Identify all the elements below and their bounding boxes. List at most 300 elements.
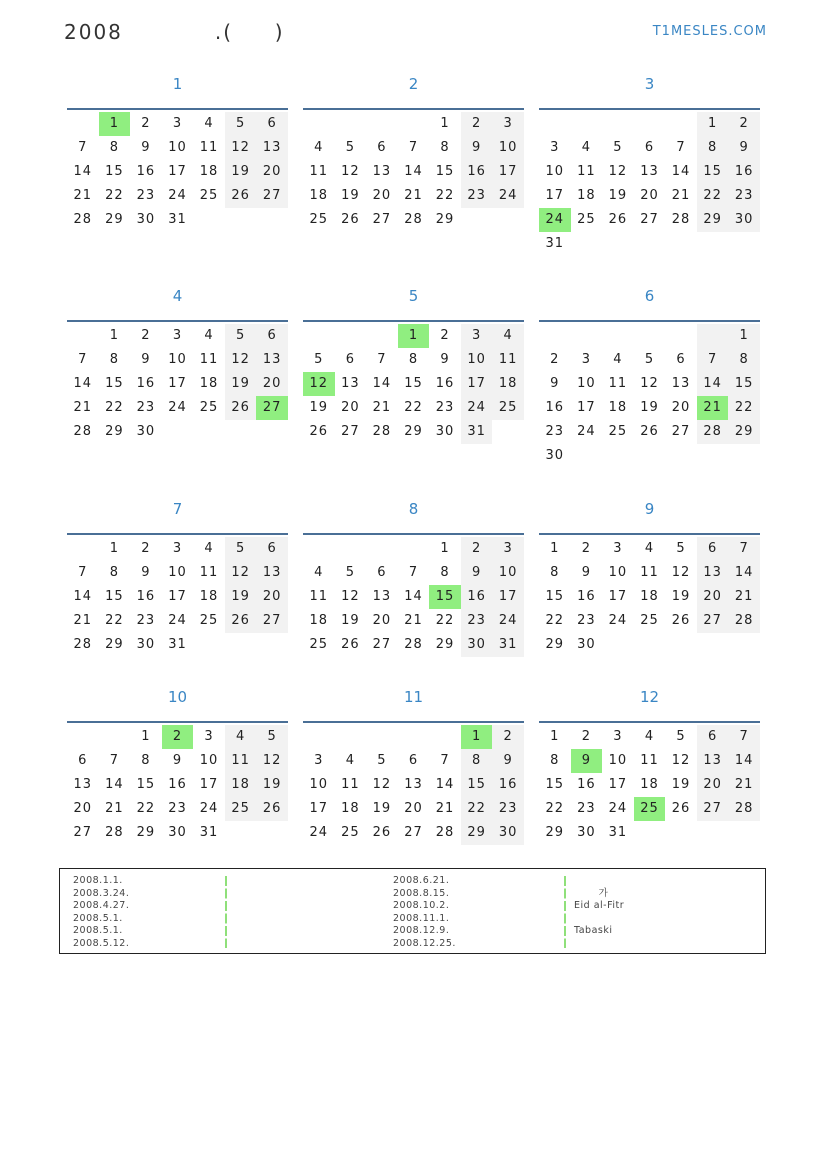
month-title: 8 — [408, 500, 419, 518]
day-cell: 21 — [73, 400, 93, 415]
day-cell: 7 — [78, 565, 88, 580]
day-cell: 28 — [105, 825, 124, 840]
day-cell: 21 — [435, 801, 455, 816]
day-cell: 19 — [309, 400, 329, 415]
empty-day-cell — [571, 324, 603, 348]
day-cell: 17 — [608, 589, 628, 604]
empty-day-cell — [303, 112, 335, 136]
month-title: 4 — [172, 287, 183, 305]
day-cell: 4 — [581, 140, 591, 155]
empty-day-cell — [634, 444, 666, 468]
day-cell: 27 — [341, 424, 360, 439]
day-cell: 11 — [492, 348, 524, 372]
day-cell: 18 — [225, 773, 257, 797]
day-cell: 3 — [172, 328, 183, 343]
day-cell: 26 — [372, 825, 392, 840]
day-cell: 20 — [404, 801, 423, 816]
holiday-list — [59, 868, 766, 954]
day-cell: 1 — [109, 541, 119, 556]
empty-day-cell — [539, 112, 571, 136]
empty-day-cell — [602, 633, 634, 657]
day-cell: 28 — [404, 212, 423, 227]
day-cell: 6 — [408, 753, 419, 768]
holiday-date: 2008.5.12. — [73, 937, 130, 949]
month-grid — [303, 725, 524, 845]
holiday-date: 2008.3.24. — [73, 887, 130, 899]
month-11 — [303, 685, 524, 845]
empty-day-cell — [366, 112, 398, 136]
day-cell: 6 — [697, 537, 729, 561]
day-cell: 11 — [640, 565, 659, 580]
day-cell: 26 — [608, 212, 628, 227]
day-cell: 26 — [225, 609, 257, 633]
day-cell: 2 — [492, 725, 524, 749]
day-cell: 10 — [168, 352, 187, 367]
day-cell: 6 — [377, 140, 387, 155]
day-cell: 18 — [608, 400, 628, 415]
day-cell: 16 — [435, 376, 455, 391]
month-2 — [303, 72, 524, 232]
day-cell: 6 — [644, 140, 655, 155]
empty-day-cell — [634, 633, 666, 657]
holiday-date: 2008.12.9. — [393, 925, 450, 936]
day-cell: 9 — [461, 561, 493, 585]
day-cell: 30 — [461, 633, 493, 657]
day-cell: 10 — [608, 565, 628, 580]
day-cell: 2 — [141, 328, 151, 343]
day-cell: 22 — [545, 613, 565, 628]
empty-day-cell — [303, 324, 335, 348]
month-divider — [539, 721, 760, 723]
month-5 — [303, 284, 524, 444]
month-title: 1 — [172, 75, 183, 93]
day-cell: 17 — [199, 777, 219, 792]
day-cell: 19 — [256, 773, 288, 797]
empty-day-cell — [697, 821, 729, 845]
day-cell: 12 — [225, 348, 257, 372]
day-cell: 11 — [309, 589, 329, 604]
month-8 — [303, 497, 524, 657]
day-cell: 14 — [73, 164, 93, 179]
empty-day-cell — [162, 420, 194, 444]
day-cell: 7 — [109, 753, 119, 768]
day-cell: 23 — [435, 400, 455, 415]
month-grid — [539, 112, 760, 256]
day-cell: 15 — [105, 376, 124, 391]
day-cell: 9 — [141, 140, 151, 155]
day-cell: 14 — [73, 376, 93, 391]
month-12 — [539, 685, 760, 845]
day-cell: 21 — [728, 585, 760, 609]
day-cell: 18 — [309, 613, 329, 628]
month-divider — [67, 320, 288, 322]
day-cell: 7 — [728, 725, 760, 749]
day-cell: 5 — [225, 324, 257, 348]
day-cell: 21 — [73, 613, 93, 628]
day-cell: 8 — [728, 348, 760, 372]
day-cell: 21 — [671, 188, 691, 203]
empty-day-cell — [665, 633, 697, 657]
day-cell: 3 — [492, 537, 524, 561]
month-grid — [303, 537, 524, 657]
holiday-date: 2008.5.1. — [73, 912, 123, 924]
day-cell: 13 — [404, 777, 423, 792]
day-cell: 1 — [109, 328, 119, 343]
empty-day-cell — [256, 821, 288, 845]
day-cell: 17 — [309, 801, 329, 816]
day-cell: 12 — [372, 777, 392, 792]
day-cell: 14 — [671, 164, 691, 179]
day-cell: 10 — [168, 565, 187, 580]
day-cell: 6 — [377, 565, 387, 580]
day-cell: 4 — [613, 352, 623, 367]
day-cell: 12 — [671, 565, 691, 580]
day-cell: 10 — [492, 136, 524, 160]
day-cell: 6 — [78, 753, 88, 768]
day-cell: 7 — [697, 348, 729, 372]
day-cell: 16 — [492, 773, 524, 797]
day-cell: 21 — [105, 801, 124, 816]
empty-day-cell — [665, 112, 697, 136]
day-cell: 1 — [550, 729, 560, 744]
day-cell: 27 — [697, 797, 729, 821]
month-3 — [539, 72, 760, 256]
day-cell: 26 — [671, 801, 691, 816]
day-cell: 24 — [168, 400, 187, 415]
day-cell: 22 — [435, 613, 455, 628]
month-divider — [539, 108, 760, 110]
day-cell: 29 — [435, 212, 455, 227]
day-cell: 29 — [545, 637, 565, 652]
empty-day-cell — [602, 324, 634, 348]
day-cell: 4 — [314, 140, 324, 155]
empty-day-cell — [665, 444, 697, 468]
day-cell: 20 — [256, 372, 288, 396]
holiday-marker-bar — [564, 876, 566, 948]
day-cell: 5 — [256, 725, 288, 749]
day-cell: 19 — [671, 589, 691, 604]
day-cell: 5 — [644, 352, 655, 367]
day-cell: 29 — [105, 424, 124, 439]
day-cell: 8 — [461, 749, 493, 773]
day-cell: 5 — [377, 753, 387, 768]
day-cell: 23 — [545, 424, 565, 439]
holiday-date: 2008.5.1. — [73, 925, 123, 936]
month-grid — [303, 112, 524, 232]
day-cell: 30 — [577, 637, 596, 652]
empty-day-cell — [634, 112, 666, 136]
empty-day-cell — [398, 725, 430, 749]
empty-day-cell — [366, 324, 398, 348]
day-cell: 28 — [728, 797, 760, 821]
day-cell: 10 — [199, 753, 219, 768]
day-cell: 2 — [461, 112, 493, 136]
day-cell: 7 — [78, 140, 88, 155]
month-divider — [303, 721, 524, 723]
day-cell: 30 — [168, 825, 187, 840]
day-cell: 24 — [492, 184, 524, 208]
day-cell: 16 — [461, 585, 493, 609]
day-cell: 4 — [225, 725, 257, 749]
month-6 — [539, 284, 760, 468]
day-cell: 13 — [640, 164, 659, 179]
day-cell: 6 — [676, 352, 686, 367]
day-cell: 8 — [697, 136, 729, 160]
day-cell: 2 — [728, 112, 760, 136]
day-cell: 23 — [168, 801, 187, 816]
empty-day-cell — [99, 725, 131, 749]
day-cell: 1 — [461, 725, 493, 749]
day-cell: 25 — [309, 212, 329, 227]
day-cell: 14 — [105, 777, 124, 792]
day-cell: 5 — [676, 729, 686, 744]
day-cell: 8 — [408, 352, 419, 367]
day-cell: 11 — [341, 777, 360, 792]
day-cell: 15 — [545, 777, 565, 792]
day-cell: 22 — [545, 801, 565, 816]
day-cell: 12 — [256, 749, 288, 773]
day-cell: 17 — [492, 585, 524, 609]
day-cell: 25 — [640, 613, 659, 628]
empty-day-cell — [492, 420, 524, 444]
day-cell: 3 — [613, 729, 623, 744]
empty-day-cell — [67, 112, 99, 136]
holiday-name — [574, 875, 624, 888]
day-cell: 24 — [608, 801, 628, 816]
day-cell: 23 — [492, 797, 524, 821]
day-cell: 23 — [461, 609, 493, 633]
empty-day-cell — [225, 420, 257, 444]
day-cell: 13 — [697, 749, 729, 773]
day-cell: 18 — [199, 164, 219, 179]
day-cell: 30 — [492, 821, 524, 845]
day-cell: 21 — [728, 773, 760, 797]
day-cell: 4 — [204, 328, 214, 343]
day-cell: 19 — [640, 400, 659, 415]
day-cell: 23 — [136, 400, 156, 415]
day-cell: 1 — [398, 324, 430, 348]
day-cell: 19 — [341, 188, 360, 203]
day-cell: 2 — [141, 116, 151, 131]
day-cell: 23 — [136, 613, 156, 628]
day-cell: 2 — [141, 541, 151, 556]
empty-day-cell — [728, 232, 760, 256]
holiday-name — [574, 913, 624, 926]
month-divider — [303, 108, 524, 110]
day-cell: 22 — [105, 188, 124, 203]
empty-day-cell — [429, 725, 461, 749]
day-cell: 7 — [728, 537, 760, 561]
day-cell: 7 — [377, 352, 387, 367]
day-cell: 26 — [309, 424, 329, 439]
day-cell: 17 — [168, 164, 187, 179]
day-cell: 8 — [109, 565, 119, 580]
month-title: 5 — [408, 287, 419, 305]
day-cell: 23 — [728, 184, 760, 208]
day-cell: 13 — [256, 348, 288, 372]
empty-day-cell — [225, 821, 257, 845]
empty-day-cell — [571, 112, 603, 136]
empty-day-cell — [335, 725, 367, 749]
day-cell: 28 — [73, 212, 93, 227]
day-cell: 6 — [345, 352, 355, 367]
day-cell: 9 — [581, 565, 591, 580]
day-cell: 31 — [199, 825, 219, 840]
day-cell: 18 — [577, 188, 596, 203]
empty-day-cell — [225, 208, 257, 232]
day-cell: 28 — [435, 825, 455, 840]
holiday-dates-left — [73, 875, 129, 950]
day-cell: 10 — [492, 561, 524, 585]
day-cell: 15 — [429, 585, 461, 609]
empty-day-cell — [665, 821, 697, 845]
day-cell: 25 — [492, 396, 524, 420]
day-cell: 12 — [671, 753, 691, 768]
day-cell: 16 — [577, 589, 596, 604]
day-cell: 7 — [440, 753, 450, 768]
holiday-names-right — [574, 875, 624, 950]
day-cell: 19 — [225, 160, 257, 184]
day-cell: 12 — [640, 376, 659, 391]
day-cell: 20 — [341, 400, 360, 415]
day-cell: 19 — [372, 801, 392, 816]
holiday-date: 2008.6.21. — [393, 875, 450, 886]
empty-day-cell — [67, 725, 99, 749]
month-divider — [67, 533, 288, 535]
day-cell: 13 — [671, 376, 691, 391]
day-cell: 31 — [608, 825, 628, 840]
day-cell: 16 — [136, 376, 156, 391]
empty-day-cell — [461, 208, 493, 232]
day-cell: 27 — [697, 609, 729, 633]
empty-day-cell — [256, 633, 288, 657]
empty-day-cell — [728, 633, 760, 657]
day-cell: 10 — [577, 376, 596, 391]
day-cell: 26 — [671, 613, 691, 628]
day-cell: 25 — [341, 825, 360, 840]
day-cell: 15 — [435, 164, 455, 179]
day-cell: 14 — [372, 376, 392, 391]
brand-logo-text[interactable]: T1MESLES.COM — [652, 24, 767, 39]
empty-day-cell — [335, 324, 367, 348]
day-cell: 6 — [256, 537, 288, 561]
day-cell: 6 — [697, 725, 729, 749]
day-cell: 14 — [404, 589, 423, 604]
day-cell: 17 — [168, 589, 187, 604]
day-cell: 25 — [199, 400, 219, 415]
day-cell: 20 — [372, 188, 392, 203]
day-cell: 28 — [697, 420, 729, 444]
month-title: 7 — [172, 500, 183, 518]
day-cell: 31 — [168, 212, 187, 227]
day-cell: 5 — [345, 565, 355, 580]
day-cell: 10 — [608, 753, 628, 768]
day-cell: 7 — [408, 140, 419, 155]
day-cell: 3 — [581, 352, 591, 367]
day-cell: 24 — [461, 396, 493, 420]
day-cell: 2 — [162, 725, 194, 749]
holiday-date: 2008.4.27. — [73, 900, 130, 911]
day-cell: 28 — [73, 637, 93, 652]
day-cell: 22 — [461, 797, 493, 821]
day-cell: 27 — [404, 825, 423, 840]
day-cell: 24 — [309, 825, 329, 840]
day-cell: 11 — [199, 565, 219, 580]
day-cell: 19 — [225, 372, 257, 396]
day-cell: 25 — [608, 424, 628, 439]
day-cell: 9 — [172, 753, 183, 768]
day-cell: 9 — [440, 352, 450, 367]
day-cell: 15 — [461, 773, 493, 797]
day-cell: 8 — [141, 753, 151, 768]
empty-day-cell — [366, 537, 398, 561]
month-divider — [67, 721, 288, 723]
day-cell: 20 — [671, 400, 691, 415]
day-cell: 1 — [550, 541, 560, 556]
day-cell: 16 — [545, 400, 565, 415]
day-cell: 14 — [728, 561, 760, 585]
month-grid — [539, 324, 760, 468]
day-cell: 11 — [577, 164, 596, 179]
month-title: 9 — [644, 500, 655, 518]
empty-day-cell — [193, 420, 225, 444]
empty-day-cell — [492, 208, 524, 232]
day-cell: 3 — [492, 112, 524, 136]
day-cell: 26 — [640, 424, 659, 439]
empty-day-cell — [697, 444, 729, 468]
day-cell: 22 — [105, 400, 124, 415]
day-cell: 15 — [545, 589, 565, 604]
day-cell: 7 — [78, 352, 88, 367]
day-cell: 21 — [73, 188, 93, 203]
holiday-name: 가 — [574, 887, 609, 899]
empty-day-cell — [697, 324, 729, 348]
month-grid — [539, 725, 760, 845]
day-cell: 12 — [303, 372, 335, 396]
day-cell: 2 — [461, 537, 493, 561]
empty-day-cell — [571, 444, 603, 468]
day-cell: 3 — [314, 753, 324, 768]
day-cell: 4 — [314, 565, 324, 580]
day-cell: 27 — [671, 424, 691, 439]
day-cell: 18 — [492, 372, 524, 396]
day-cell: 9 — [461, 136, 493, 160]
empty-day-cell — [303, 725, 335, 749]
holiday-date: 2008.10.2. — [393, 900, 450, 911]
day-cell: 8 — [550, 565, 560, 580]
month-10 — [67, 685, 288, 845]
day-cell: 13 — [372, 589, 392, 604]
day-cell: 14 — [73, 589, 93, 604]
day-cell: 11 — [199, 140, 219, 155]
day-cell: 5 — [676, 541, 686, 556]
day-cell: 10 — [461, 348, 493, 372]
day-cell: 23 — [577, 613, 596, 628]
day-cell: 13 — [372, 164, 392, 179]
day-cell: 24 — [492, 609, 524, 633]
day-cell: 13 — [73, 777, 93, 792]
day-cell: 25 — [225, 797, 257, 821]
month-grid — [67, 112, 288, 232]
day-cell: 4 — [644, 729, 655, 744]
month-grid — [67, 324, 288, 444]
day-cell: 18 — [309, 188, 329, 203]
day-cell: 5 — [225, 112, 257, 136]
day-cell: 21 — [404, 188, 423, 203]
day-cell: 4 — [345, 753, 355, 768]
empty-day-cell — [193, 633, 225, 657]
empty-day-cell — [256, 420, 288, 444]
